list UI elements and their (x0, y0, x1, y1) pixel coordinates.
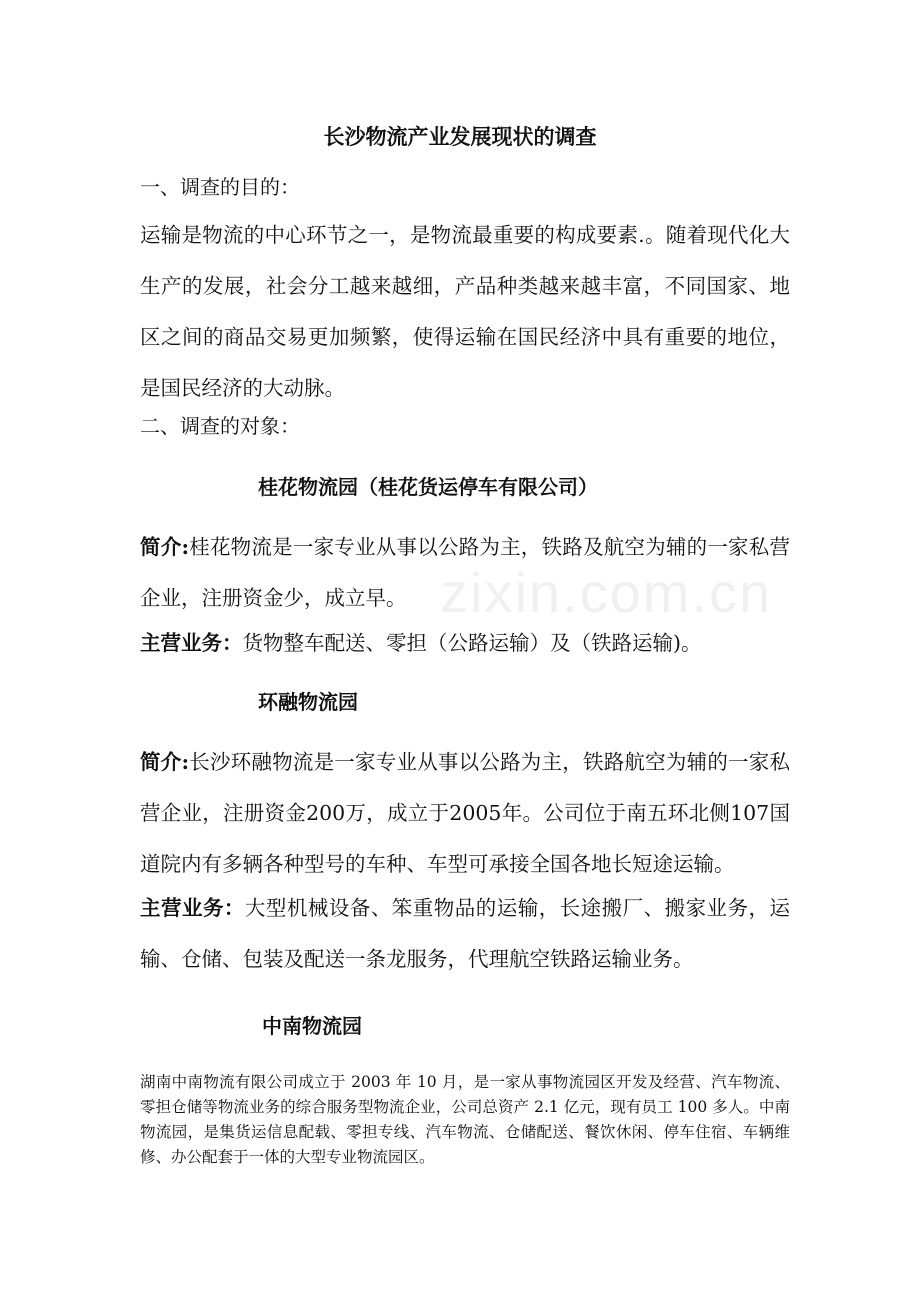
zhongnan-paragraph: 湖南中南物流有限公司成立于 2003 年 10 月，是一家从事物流园区开发及经营、汽车物流、零担仓储等物流业务的综合服务型物流企业，公司总资产 2.1 亿元，现有员工 100 多人。中南物流园，是集货运信息配载、零担专线、汽车物流、仓储配送、餐饮休闲、停车住宿、车辆维修、办公配套于一体的大型专业物流园区。 (140, 1073, 790, 1166)
intro-label: 简介: (140, 535, 190, 559)
business-label: 主营业务： (140, 896, 245, 920)
intro-text: 桂花物流是一家专业从事以公路为主，铁路及航空为辅的一家私营企业，注册资金少，成立早。 (140, 535, 790, 610)
section-heading-subjects: 二、调查的对象： (140, 414, 300, 438)
section-heading-purpose: 一、调查的目的： (140, 175, 300, 199)
company-heading-zhongnan: 中南物流园 (262, 1014, 362, 1038)
business-text: 货物整车配送、零担（公路运输）及（铁路运输)。 (242, 631, 702, 655)
intro-label: 简介: (140, 750, 190, 774)
guihua-intro (140, 522, 790, 624)
huanrong-intro (140, 737, 790, 890)
huanrong-business (140, 883, 790, 985)
guihua-business (140, 618, 790, 669)
watermark: zixin.com.cn (440, 561, 773, 624)
company-heading-guihua: 桂花物流园（桂花货运停车有限公司） (258, 475, 598, 499)
intro-text: 长沙环融物流是一家专业从事以公路为主，铁路航空为辅的一家私营企业，注册资金200万，成立于2005年。公司位于南五环北侧107国道院内有多辆各种型号的车种、车型可承接全国各地长短途运输。 (140, 750, 790, 876)
company-heading-huanrong: 环融物流园 (258, 690, 358, 714)
business-label: 主营业务： (140, 631, 243, 655)
document-title: 长沙物流产业发展现状的调查 (323, 124, 597, 149)
purpose-paragraph: 运输是物流的中心环节之一，是物流最重要的构成要素.。随着现代化大生产的发展，社会分工越来越细，产品种类越来越丰富，不同国家、地区之间的商品交易更加频繁，使得运输在国民经济中具有重要的地位，是国民经济的大动脉。 (140, 223, 790, 400)
business-text: 大型机械设备、笨重物品的运输，长途搬厂、搬家业务，运输、仓储、包装及配送一条龙服务，代理航空铁路运输业务。 (140, 896, 791, 971)
